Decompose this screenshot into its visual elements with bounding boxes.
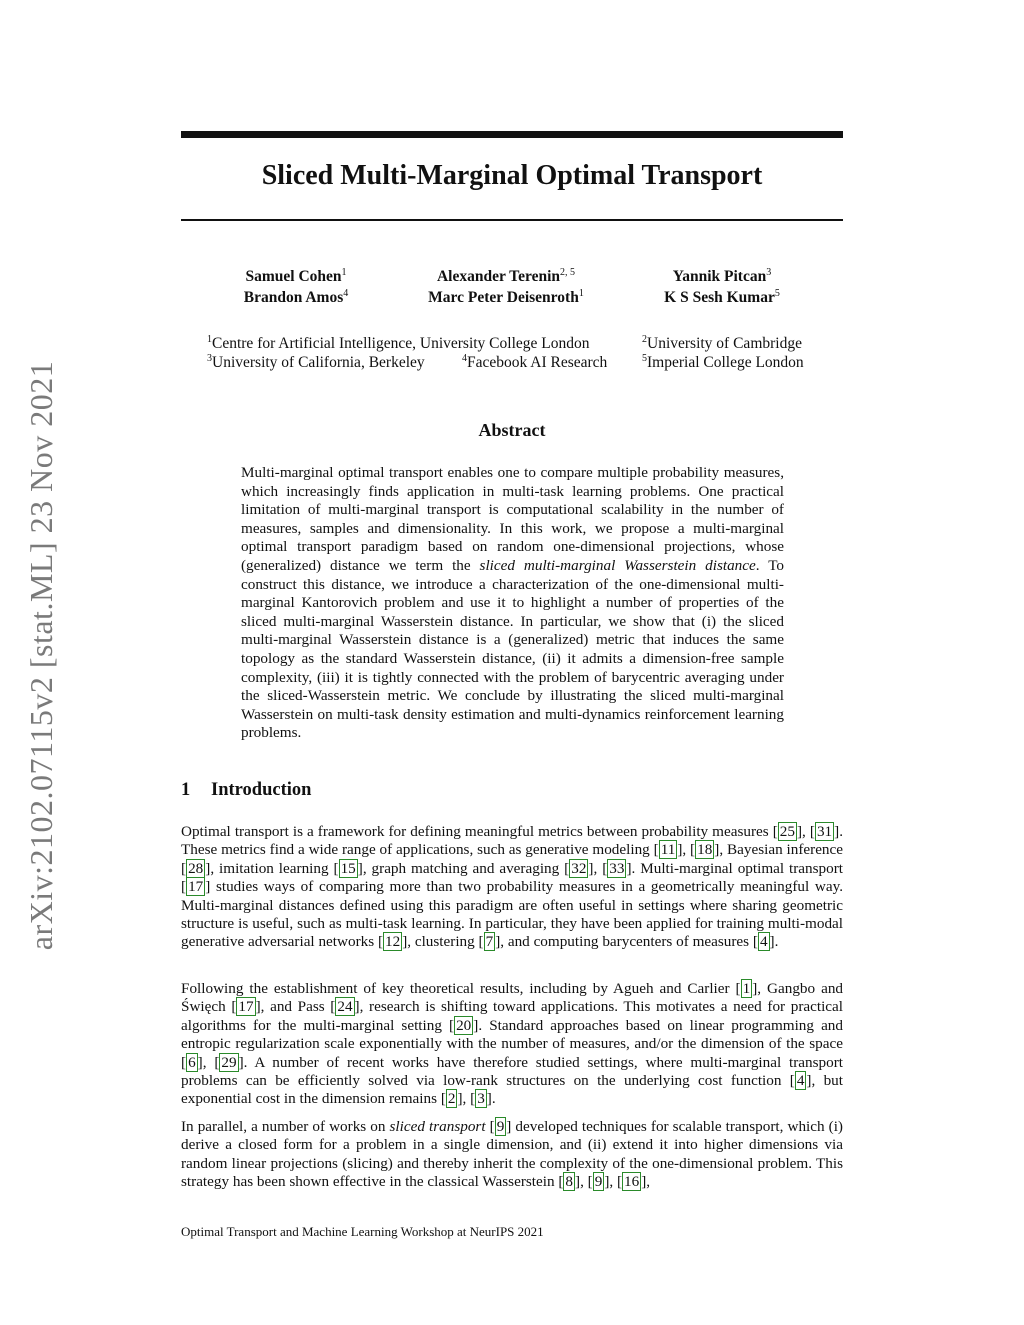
body-text: , Bayesian inference	[719, 841, 844, 859]
author-name: Alexander Terenin	[436, 268, 561, 285]
paper-title: Sliced Multi-Marginal Optimal Transport	[261, 160, 763, 191]
affiliation-5: $^5$Imperial College London	[642, 353, 804, 371]
citation-link[interactable]: 15	[340, 859, 356, 877]
citation-link[interactable]: 6	[188, 1053, 196, 1071]
body-text: .	[491, 1090, 496, 1108]
body-text: Optimal transport is a framework for defining meaningful metrics between probability measures	[181, 823, 773, 840]
author-name: Yannik Pitcan	[672, 268, 767, 285]
citation-link[interactable]: 16	[624, 1173, 640, 1191]
citation-link[interactable]: 24	[337, 998, 353, 1016]
affiliation-3: $^3$University of California, Berkeley	[207, 353, 425, 371]
body-text: , research is shifting toward applications. This motivates a need for practical algorithms for the multi-marginal setting	[181, 998, 843, 1034]
author-block-2: Alexander Terenin$^{2, 5}$ Marc Peter Deisenroth$^1$	[428, 267, 584, 306]
title-rule-top	[181, 131, 843, 138]
body-text: ,	[593, 859, 603, 877]
body-text: ,	[802, 823, 810, 840]
body-text: .	[774, 933, 779, 951]
body-text: ,	[646, 1173, 651, 1191]
abstract-heading: Abstract	[478, 420, 546, 440]
body-text: . A number of recent works have therefore studied settings, where multi-marginal transport problems can be efficiently solved via low-rank structures on the underlying cost function	[181, 1053, 843, 1090]
author-block-3: Yannik Pitcan$^3$ K S Sesh Kumar$^5$	[664, 267, 780, 306]
citation-link[interactable]: 8	[565, 1173, 574, 1191]
body-text: . Standard approaches based on linear programming and entropic regularization scale exponentially with the number of measures, and/or the dimension of the space	[181, 1016, 843, 1053]
body-text: . Multi-marginal optimal transport	[631, 859, 844, 877]
body-text: developed techniques for scalable transport, which (i) derive a closed form for a problem in a single dimension, and (ii) extend it into higher dimensions via random linear projections (slicing) and thereby inherit the complexity of the one-dimensional problem. This strategy has been shown effective in the classical Wasserstein	[181, 1118, 843, 1191]
body-text: , and computing barycenters of measures	[500, 933, 753, 951]
citation-link[interactable]: 11	[660, 841, 676, 859]
body-text: . These metrics find a wide range of applications, such as generative modeling	[181, 823, 843, 859]
citation-link[interactable]: 29	[221, 1053, 237, 1071]
abstract-text: Multi-marginal optimal transport enables one to compare multiple probability measures, which increasingly finds application in multi-task learning problems. One practical limitation of multi-marginal transport is computational scalability in the number of measures, samples and dimensionality. In this work, we propose a multi-marginal optimal transport paradigm based on random one-dimensional projections, whose (generalized) distance we term the sliced multi-marginal Wasserstein distance. To construct this distance, we introduce a characterization of the one-dimensional multi-marginal Kantorovich problem and use it to highlight a number of properties of the sliced multi-marginal Wasserstein distance. In particular, we show that (i) the sliced multi-marginal Wasserstein distance is a (generalized) metric that induces the same topology as the standard Wasserstein distance, (ii) it admits a dimension-free sample complexity, (iii) it is tightly connected with the problem of barycentric averaging under the sliced-Wasserstein metric. We conclude by illustrating the sliced multi-marginal Wasserstein on multi-task density estimation and multi-dynamics reinforcement learning problems.	[241, 464, 784, 742]
citation-link[interactable]: 9	[594, 1173, 603, 1191]
body-text	[486, 1118, 490, 1135]
citation-link[interactable]: 31	[816, 823, 833, 840]
body-text: In parallel, a number of works on	[181, 1118, 390, 1135]
citation-link[interactable]: 3	[477, 1090, 485, 1108]
intro-paragraph-3: In parallel, a number of works on sliced transport [ 9 ] developed techniques for scalable transport, which (i) derive a closed form for a problem in a single dimension, and (ii) extend it into higher dimensions via random linear projections (slicing) and thereby inherit the complexity of the one-dimensional problem. This strategy has been shown effective in the classical Wasserstein [ 8 ], [ 9 ], [ 16 ],	[181, 1118, 843, 1191]
citation-link[interactable]: 12	[385, 933, 401, 951]
body-text: , but exponential cost in the dimension remains	[181, 1072, 843, 1108]
citation-link[interactable]: 4	[759, 933, 768, 951]
body-text: ,	[580, 1173, 588, 1191]
emphasis-text: sliced transport	[389, 1118, 486, 1135]
citation-link[interactable]: 25	[779, 823, 795, 840]
body-text: Following the establishment of key theoretical results, including by Agueh and Carlier	[181, 980, 736, 997]
intro-paragraph-2: Following the establishment of key theoretical results, including by Agueh and Carlier [ 1 ], Gangbo and Święch [ 17 ], and Pass [ 24 ], research is shifting toward applications. This motivates a need for practical algorithms for the multi-marginal setting [ 20 ]. Standard approaches based on linear programming and entropic regularization scale exponentially with the number of measures, and/or the dimension of the space [ 6 ], [ 29 ]. A number of recent works have therefore studied settings, where multi-marginal transport problems can be efficiently solved via low-rank structures on the underlying cost function [ 4 ], but exponential cost in the dimension remains [ 2 ], [ 3 ].	[181, 980, 844, 1108]
body-text: , clustering	[407, 933, 479, 951]
body-text: , and Pass	[260, 998, 331, 1016]
citation-link[interactable]: 20	[456, 1016, 472, 1034]
affiliation-2: $^2$University of Cambridge	[642, 334, 802, 352]
citation-link[interactable]: 4	[796, 1072, 805, 1090]
body-text: ,	[682, 841, 691, 859]
footer-venue: Optimal Transport and Machine Learning Workshop at NeurIPS 2021	[181, 1224, 544, 1239]
author-name: Brandon Amos	[243, 289, 344, 306]
citation-link[interactable]: 28	[188, 859, 204, 877]
arxiv-stamp: arXiv:2102.07115v2 [stat.ML] 23 Nov 2021	[23, 360, 60, 950]
citation-link[interactable]: 17	[238, 998, 254, 1016]
title-rule-bottom	[181, 219, 843, 221]
section-heading: 1 Introduction	[181, 780, 312, 800]
citation-link[interactable]: 2	[447, 1090, 456, 1108]
author-block-1: Samuel Cohen$^1$ Brandon Amos$^4$	[243, 267, 349, 306]
citation-link[interactable]: 17	[188, 878, 204, 896]
body-text: , graph matching and averaging	[362, 859, 565, 877]
body-text: ,	[202, 1053, 215, 1071]
author-name: Samuel Cohen	[245, 268, 342, 285]
citation-link[interactable]: 33	[609, 859, 625, 877]
affiliation-4: $^4$Facebook AI Research	[462, 353, 608, 371]
body-text: , imitation learning	[210, 859, 334, 877]
author-name: K S Sesh Kumar	[664, 289, 775, 306]
citation-link[interactable]: 7	[485, 933, 494, 951]
affiliation-1: $^1$Centre for Artificial Intelligence, University College London	[207, 334, 590, 352]
body-text: ,	[609, 1173, 617, 1191]
citation-link[interactable]: 1	[742, 980, 751, 997]
author-name: Marc Peter Deisenroth	[428, 289, 579, 306]
body-text: , Gangbo and Święch	[181, 980, 844, 1016]
intro-paragraph-1: Optimal transport is a framework for defining meaningful metrics between probability measures [ 25 ], [ 31 ]. These metrics find a wide range of applications, such as generative modeling [ 11 ], [ 18 ], Bayesian inference [ 28 ], imitation learning [ 15 ], graph matching and averaging [ 32 ], [ 33 ]. Multi-marginal optimal transport [ 17 ] studies ways of comparing more than two probability measures in a geometrically meaningful way. Multi-marginal distances defined using this paradigm are often useful in settings where sharing geometric structure is useful, such as multi-task learning. In particular, they have been applied for training multi-modal generative adversarial networks [ 12 ], clustering [ 7 ], and computing barycenters of measures [ 4 ].	[181, 823, 844, 951]
body-text: ,	[462, 1090, 471, 1108]
citation-link[interactable]: 9	[496, 1118, 505, 1135]
citation-link[interactable]: 32	[571, 859, 587, 877]
body-text: studies ways of comparing more than two probability measures in a geometrically meaningful way. Multi-marginal distances defined using this paradigm are often useful in settings where sharing geometric structure is useful, such as multi-task learning. In particular, they have been applied for training multi-modal generative adversarial networks	[181, 878, 843, 951]
citation-link[interactable]: 18	[697, 841, 713, 859]
